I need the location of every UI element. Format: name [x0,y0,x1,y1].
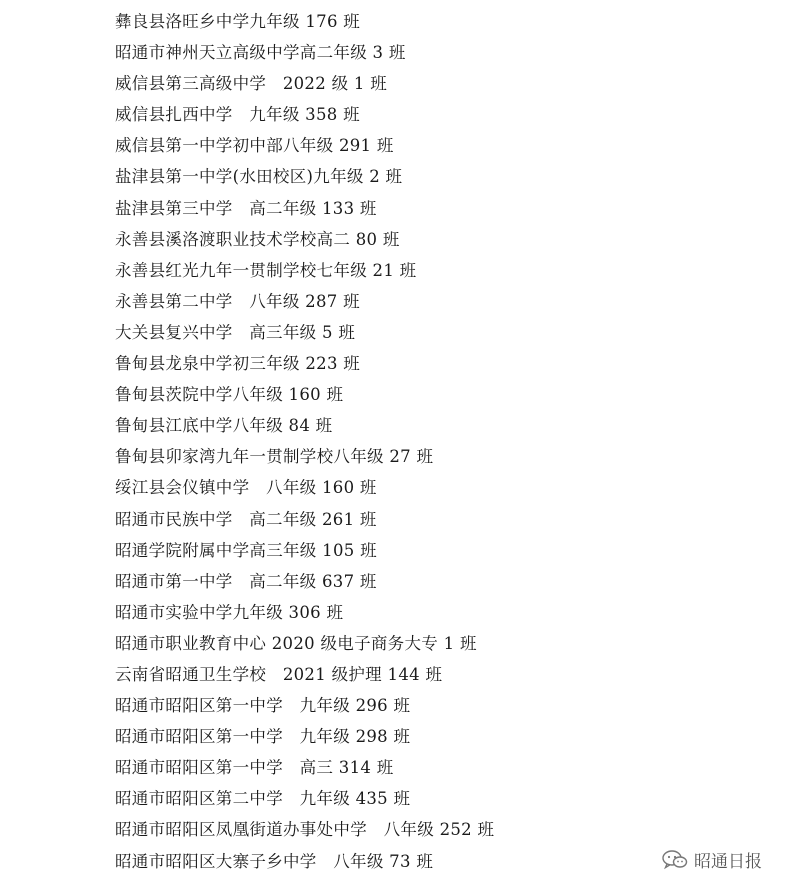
list-item: 昭通市第一中学 高二年级 637 班 [115,571,377,591]
class-list [115,6,494,877]
list-item: 昭通市昭阳区凤凰街道办事处中学 八年级 252 班 [115,820,495,840]
list-item: 永善县溪洛渡职业技术学校高二 80 班 [115,229,400,249]
list-item: 盐津县第三中学 高二年级 133 班 [115,198,377,218]
list-item: 昭通市昭阳区第二中学 九年级 435 班 [115,789,411,809]
list-item: 鲁甸县江底中学八年级 84 班 [115,416,333,436]
list-item: 云南省昭通卫生学校 2021 级护理 144 班 [115,664,443,684]
list-item: 威信县扎西中学 九年级 358 班 [115,105,360,125]
list-item: 昭通市神州天立高级中学高二年级 3 班 [115,43,406,63]
list-item: 昭通学院附属中学高三年级 105 班 [115,540,377,560]
list-item: 盐津县第一中学(水田校区)九年级 2 班 [115,167,403,187]
list-item: 大关县复兴中学 高三年级 5 班 [115,322,356,342]
list-item: 永善县红光九年一贯制学校七年级 21 班 [115,260,417,280]
list-item: 昭通市昭阳区第一中学 高三 314 班 [115,758,394,778]
list-item: 昭通市职业教育中心 2020 级电子商务大专 1 班 [115,633,477,653]
list-item: 鲁甸县茨院中学八年级 160 班 [115,385,344,405]
list-item: 威信县第三高级中学 2022 级 1 班 [115,74,388,94]
list-item: 彝良县洛旺乡中学九年级 176 班 [115,12,361,31]
list-item: 昭通市昭阳区大寨子乡中学 八年级 73 班 [115,851,434,871]
list-item: 鲁甸县龙泉中学初三年级 223 班 [115,354,361,374]
list-item: 昭通市民族中学 高二年级 261 班 [115,509,377,529]
wechat-icon [662,850,688,870]
watermark-text: 昭通日报 [694,852,762,872]
list-item: 永善县第二中学 八年级 287 班 [115,291,360,311]
list-item: 威信县第一中学初中部八年级 291 班 [115,136,394,156]
list-item: 鲁甸县卯家湾九年一贯制学校八年级 27 班 [115,447,434,467]
list-item: 绥江县会仪镇中学 八年级 160 班 [115,478,377,498]
list-item: 昭通市实验中学九年级 306 班 [115,602,344,622]
list-item: 昭通市昭阳区第一中学 九年级 296 班 [115,696,411,716]
list-item: 昭通市昭阳区第一中学 九年级 298 班 [115,727,411,747]
watermark [662,847,762,872]
